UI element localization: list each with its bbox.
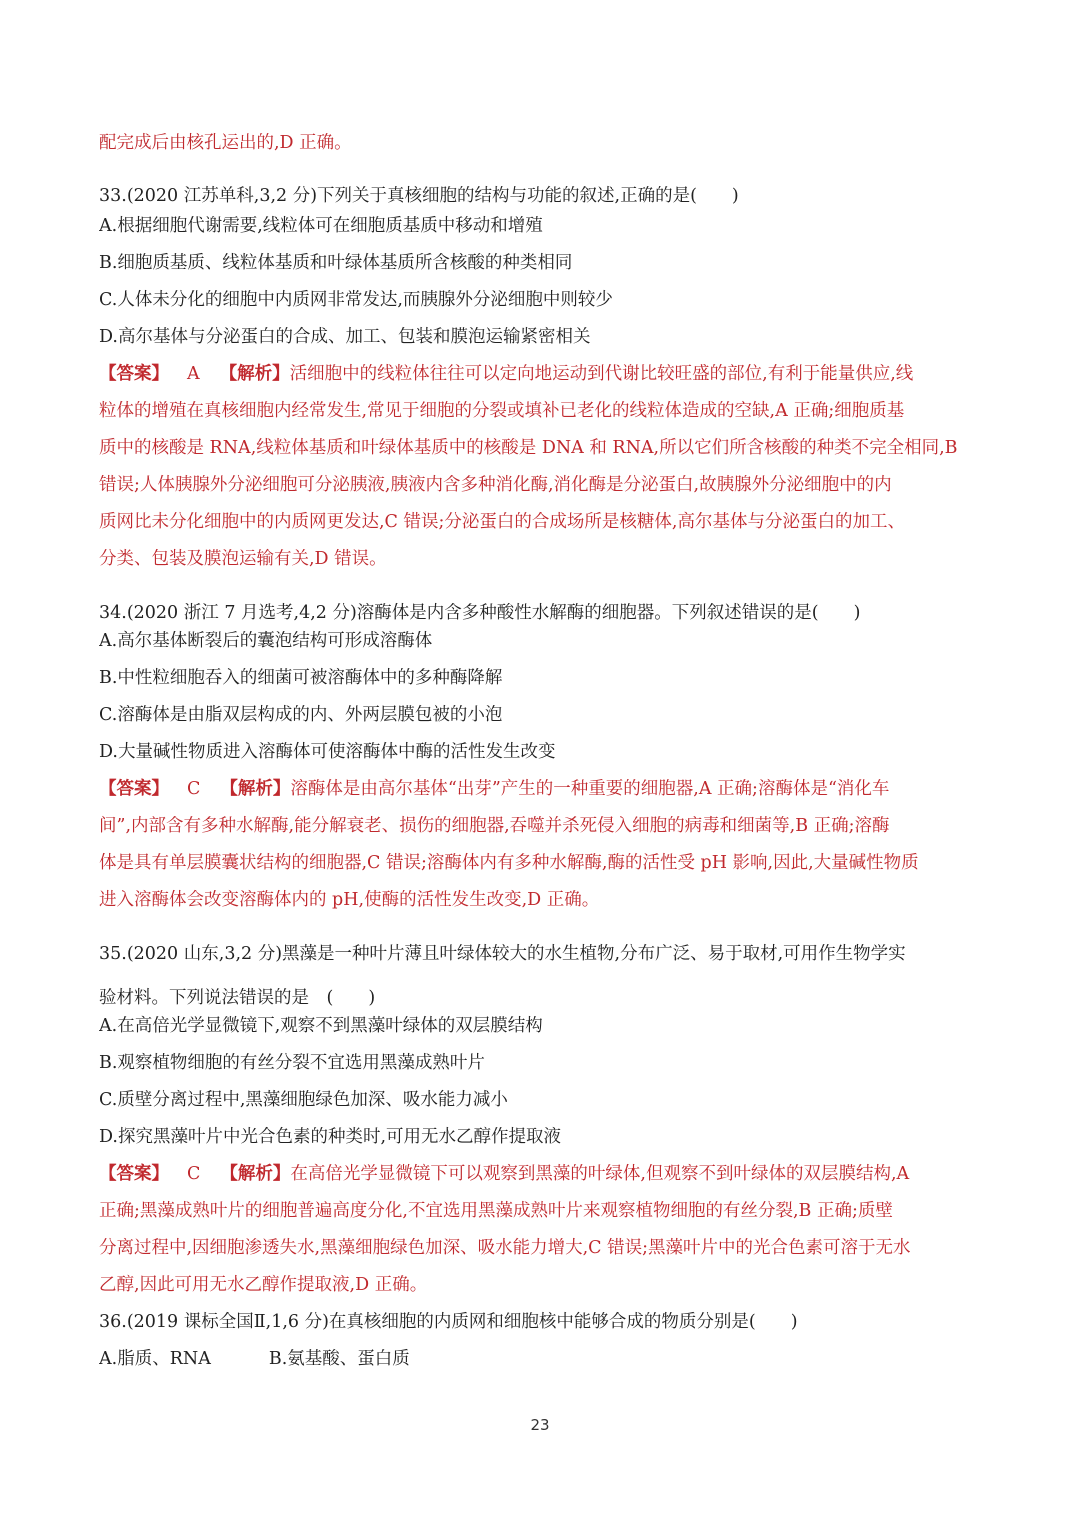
question-35-stem: 35.(2020 山东,3,2 分)黑藻是一种叶片薄且叶绿体较大的水生植物,分布广泛、易于取材,可用作生物学实 (99, 944, 906, 964)
answer-tag: 【答案】 (99, 364, 169, 384)
analysis-tag: 【解析】 (219, 364, 290, 384)
question-33-option-b: B.细胞质基质、线粒体基质和叶绿体基质所含核酸的种类相同 (99, 253, 573, 273)
question-34-analysis-line: 体是具有单层膜囊状结构的细胞器,C 错误;溶酶体内有多种水解酶,酶的活性受 pH 影响,因此,大量碱性物质 (99, 853, 919, 873)
analysis-text: 活细胞中的线粒体往往可以定向地运动到代谢比较旺盛的部位,有利于能量供应,线 (289, 364, 914, 384)
page-number: 23 (530, 1416, 550, 1434)
question-35-option-b: B.观察植物细胞的有丝分裂不宜选用黑藻成熟叶片 (99, 1053, 485, 1073)
question-36-options (99, 1347, 989, 1371)
question-36-option-a: A.脂质、RNA (99, 1349, 211, 1369)
question-35-option-d: D.探究黑藻叶片中光合色素的种类时,可用无水乙醇作提取液 (99, 1127, 562, 1147)
continuation-text: 配完成后由核孔运出的,D 正确。 (99, 133, 352, 153)
analysis-text: 溶酶体是由高尔基体“出芽”产生的一种重要的细胞器,A 正确;溶酶体是“消化车 (290, 779, 890, 799)
question-34-option-d: D.大量碱性物质进入溶酶体可使溶酶体中酶的活性发生改变 (99, 742, 556, 762)
question-35-analysis-line: 正确;黑藻成熟叶片的细胞普遍高度分化,不宜选用黑藻成熟叶片来观察植物细胞的有丝分裂,B 正确;质壁 (99, 1201, 893, 1221)
question-34-option-c: C.溶酶体是由脂双层构成的内、外两层膜包被的小泡 (99, 705, 503, 725)
answer-tag: 【答案】 (99, 779, 169, 799)
question-34-analysis-line: 进入溶酶体会改变溶酶体内的 pH,使酶的活性发生改变,D 正确。 (99, 890, 600, 910)
question-35-analysis-line: 分离过程中,因细胞渗透失水,黑藻细胞绿色加深、吸水能力增大,C 错误;黑藻叶片中的光合色素可溶于无水 (99, 1238, 911, 1258)
answer-value: C (187, 1164, 201, 1184)
answer-value: C (187, 779, 201, 799)
question-35-answer-line (99, 1162, 989, 1186)
question-35-stem-cont: 验材料。下列说法错误的是 ( ) (99, 988, 376, 1008)
answer-value: A (187, 364, 200, 384)
analysis-text: 在高倍光学显微镜下可以观察到黑藻的叶绿体,但观察不到叶绿体的双层膜结构,A (290, 1164, 910, 1184)
question-33-answer-line (99, 362, 989, 386)
question-33-option-a: A.根据细胞代谢需要,线粒体可在细胞质基质中移动和增殖 (99, 216, 543, 236)
question-33-analysis-line: 质中的核酸是 RNA,线粒体基质和叶绿体基质中的核酸是 DNA 和 RNA,所以它们所含核酸的种类不完全相同,B (99, 438, 958, 458)
question-33-option-c: C.人体未分化的细胞中内质网非常发达,而胰腺外分泌细胞中则较少 (99, 290, 613, 310)
question-34-answer-line (99, 777, 989, 801)
answer-tag: 【答案】 (99, 1164, 169, 1184)
question-33-option-d: D.高尔基体与分泌蛋白的合成、加工、包装和膜泡运输紧密相关 (99, 327, 591, 347)
question-34-stem: 34.(2020 浙江 7 月选考,4,2 分)溶酶体是内含多种酸性水解酶的细胞器。下列叙述错误的是( ) (99, 603, 861, 623)
question-34-analysis-line: 间”,内部含有多种水解酶,能分解衰老、损伤的细胞器,吞噬并杀死侵入细胞的病毒和细菌等,B 正确;溶酶 (99, 816, 890, 836)
question-36-stem: 36.(2019 课标全国Ⅱ,1,6 分)在真核细胞的内质网和细胞核中能够合成的物质分别是( ) (99, 1312, 798, 1332)
question-35-option-c: C.质壁分离过程中,黑藻细胞绿色加深、吸水能力减小 (99, 1090, 508, 1110)
analysis-tag: 【解析】 (220, 779, 291, 799)
question-35-option-a: A.在高倍光学显微镜下,观察不到黑藻叶绿体的双层膜结构 (99, 1016, 543, 1036)
question-33-stem: 33.(2020 江苏单科,3,2 分)下列关于真核细胞的结构与功能的叙述,正确的是( ) (99, 186, 739, 206)
question-33-analysis-line: 分类、包装及膜泡运输有关,D 错误。 (99, 549, 387, 569)
question-36-option-b: B.氨基酸、蛋白质 (268, 1349, 410, 1369)
question-34-option-b: B.中性粒细胞吞入的细菌可被溶酶体中的多种酶降解 (99, 668, 503, 688)
analysis-tag: 【解析】 (220, 1164, 291, 1184)
question-33-analysis-line: 质网比未分化细胞中的内质网更发达,C 错误;分泌蛋白的合成场所是核糖体,高尔基体与分泌蛋白的加工、 (99, 512, 905, 532)
question-35-analysis-line: 乙醇,因此可用无水乙醇作提取液,D 正确。 (99, 1275, 428, 1295)
question-33-analysis-line: 粒体的增殖在真核细胞内经常发生,常见于细胞的分裂或填补已老化的线粒体造成的空缺,A 正确;细胞质基 (99, 401, 905, 421)
question-34-option-a: A.高尔基体断裂后的囊泡结构可形成溶酶体 (99, 631, 433, 651)
question-33-analysis-line: 错误;人体胰腺外分泌细胞可分泌胰液,胰液内含多种消化酶,消化酶是分泌蛋白,故胰腺外分泌细胞中的内 (99, 475, 892, 495)
